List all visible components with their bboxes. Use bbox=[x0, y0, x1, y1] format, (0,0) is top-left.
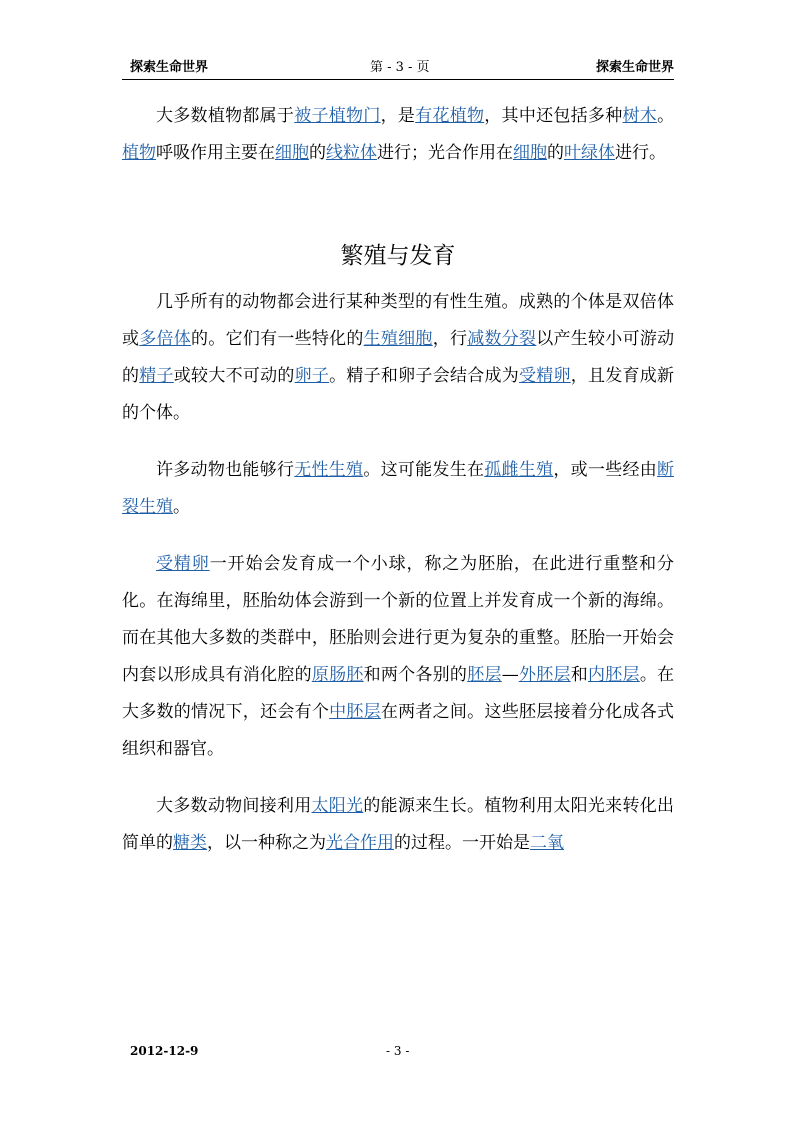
footer-date: 2012-12-9 bbox=[130, 1044, 199, 1058]
hyperlink[interactable]: 细胞 bbox=[275, 143, 309, 163]
hyperlink[interactable]: 中胚层 bbox=[329, 702, 381, 722]
text-run: 。在大多数的情况下，还会有个 bbox=[122, 665, 675, 722]
hyperlink[interactable]: 原肠胚 bbox=[311, 665, 364, 685]
hyperlink[interactable]: 减数分裂 bbox=[467, 329, 537, 349]
paragraph-energy bbox=[122, 788, 674, 862]
footer-page-number: - 3 - bbox=[386, 1044, 410, 1058]
text-run: 的 bbox=[547, 143, 564, 163]
hyperlink[interactable]: 线粒体 bbox=[326, 143, 377, 163]
document-body bbox=[122, 98, 674, 862]
hyperlink[interactable]: 生殖细胞 bbox=[363, 329, 433, 349]
text-run: 大多数动物间接利用 bbox=[156, 796, 312, 816]
header-page-number: 第 - 3 - 页 bbox=[370, 60, 430, 75]
text-run: ，或一些经由 bbox=[553, 460, 658, 480]
text-run: 。 bbox=[173, 497, 190, 517]
text-run: 。这可能发生在 bbox=[363, 460, 485, 480]
hyperlink[interactable]: 精子 bbox=[139, 366, 174, 386]
text-run: 的能源来生长。植物利用太阳光来转化出简单的 bbox=[122, 796, 675, 853]
text-run: 或较大不可动的 bbox=[173, 366, 295, 386]
hyperlink[interactable]: 无性生殖 bbox=[294, 460, 364, 480]
hyperlink[interactable]: 胚层 bbox=[467, 665, 502, 685]
header-title-left: 探索生命世界 bbox=[130, 60, 209, 75]
paragraph-asexual-reproduction bbox=[122, 452, 674, 526]
hyperlink[interactable]: 有花植物 bbox=[415, 106, 485, 126]
text-run: 在两者之间。这些胚层接着分化成各式组织和器官。 bbox=[122, 702, 675, 759]
hyperlink[interactable]: 糖类 bbox=[173, 833, 207, 853]
hyperlink[interactable]: 断裂生殖 bbox=[122, 460, 675, 517]
text-run: 的过程。一开始是 bbox=[394, 833, 530, 853]
hyperlink[interactable]: 受精卵 bbox=[156, 554, 210, 574]
text-run: 。精子和卵子会结合成为 bbox=[329, 366, 519, 386]
hyperlink[interactable]: 太阳光 bbox=[311, 796, 364, 816]
text-run: ，且发育成新的个体。 bbox=[122, 366, 675, 423]
paragraph-sexual-reproduction bbox=[122, 284, 674, 432]
hyperlink[interactable]: 外胚层 bbox=[518, 665, 571, 685]
text-run: 进行；光合作用在 bbox=[377, 143, 513, 163]
text-run: ，其中还包括多种 bbox=[484, 106, 623, 126]
hyperlink[interactable]: 树木 bbox=[622, 106, 658, 126]
hyperlink[interactable]: 卵子 bbox=[294, 366, 330, 386]
hyperlink[interactable]: 二氧 bbox=[530, 833, 564, 853]
text-run: ，以一种称之为 bbox=[207, 833, 326, 853]
hyperlink[interactable]: 细胞 bbox=[513, 143, 547, 163]
text-run: 和 bbox=[570, 665, 589, 685]
header-title-right: 探索生命世界 bbox=[595, 60, 674, 75]
text-run: 呼吸作用主要在 bbox=[156, 143, 275, 163]
text-run: 一开始会发育成一个小球，称之为胚胎，在此进行重整和分化。在海绵里，胚胎幼体会游到一个新的位置上并发育成一个新的海绵。而在其他大多数的类群中，胚胎则会进行更为复杂的重整。胚胎一开始会内套以形成具有消化腔的 bbox=[122, 554, 675, 685]
text-run: 的 bbox=[309, 143, 326, 163]
text-run: — bbox=[501, 665, 519, 685]
text-run: 以产生较小可游动的 bbox=[122, 329, 675, 386]
hyperlink[interactable]: 光合作用 bbox=[326, 833, 394, 853]
text-run: ，行 bbox=[432, 329, 468, 349]
hyperlink[interactable]: 孤雌生殖 bbox=[484, 460, 554, 480]
text-run: 。 bbox=[657, 106, 675, 126]
text-run: 许多动物也能够行 bbox=[156, 460, 295, 480]
hyperlink[interactable]: 受精卵 bbox=[518, 366, 571, 386]
hyperlink[interactable]: 内胚层 bbox=[588, 665, 640, 685]
header-divider bbox=[122, 79, 674, 80]
hyperlink[interactable]: 植物 bbox=[122, 143, 156, 163]
page-header bbox=[130, 56, 674, 76]
text-run: 大多数植物都属于 bbox=[156, 106, 295, 126]
hyperlink[interactable]: 叶绿体 bbox=[564, 143, 615, 163]
text-run: 和两个各别的 bbox=[363, 665, 468, 685]
text-run: 进行。 bbox=[615, 143, 666, 163]
text-run: 的。它们有一些特化的 bbox=[191, 329, 364, 349]
paragraph-embryo-development bbox=[122, 546, 674, 768]
text-run: ，是 bbox=[380, 106, 416, 126]
paragraph-plants bbox=[122, 98, 674, 172]
hyperlink[interactable]: 多倍体 bbox=[139, 329, 192, 349]
section-heading: 繁殖与发育 bbox=[340, 243, 456, 269]
hyperlink[interactable]: 被子植物门 bbox=[294, 106, 381, 126]
text-run: 几乎所有的动物都会进行某种类型的有性生殖。成熟的个体是双倍体或 bbox=[122, 292, 674, 349]
